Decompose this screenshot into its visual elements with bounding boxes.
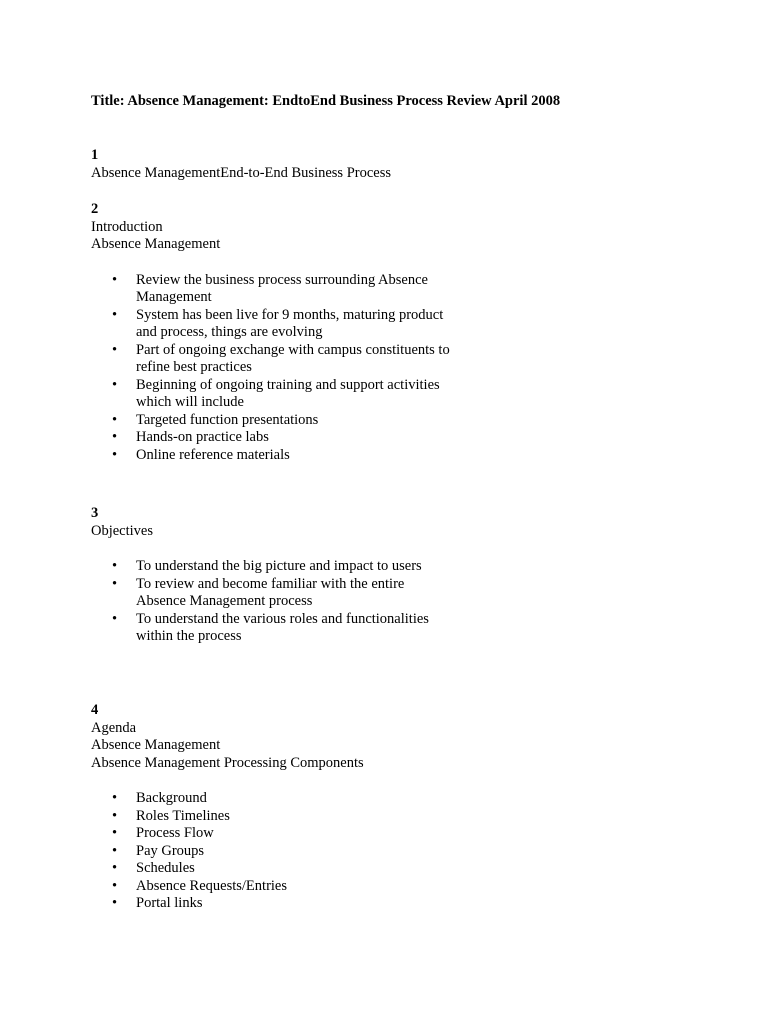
bullet-icon: • xyxy=(112,790,118,806)
bullet-icon: • xyxy=(112,807,118,824)
section-heading: Introduction xyxy=(91,218,163,235)
section-1 xyxy=(91,147,691,182)
bullet-icon: • xyxy=(112,842,118,859)
list-item: • Process Flow xyxy=(112,825,214,841)
list-item: • Roles Timelines xyxy=(112,807,230,824)
bullet-icon: • xyxy=(112,429,118,445)
list-item: • To review and become familiar with the entire Absence Management process xyxy=(112,575,405,609)
section-number: 3 xyxy=(91,505,99,521)
bullet-icon: • xyxy=(112,860,118,876)
list-item: • Beginning of ongoing training and support activities which will include xyxy=(112,376,440,410)
section-subheading: Absence Management xyxy=(91,236,221,252)
bullet-icon: • xyxy=(112,341,118,358)
list-item: • Targeted function presentations xyxy=(112,411,319,428)
bullet-icon: • xyxy=(112,825,118,841)
bullet-icon: • xyxy=(112,575,118,592)
list-item: • Review the business process surrounding Absence Management xyxy=(112,271,428,305)
section-subheading: Absence Management xyxy=(91,737,221,753)
section-number: 1 xyxy=(91,147,99,163)
bullet-list xyxy=(91,558,691,646)
list-item: • Background xyxy=(112,790,207,806)
list-item: • Online reference materials xyxy=(112,446,290,463)
section-heading: Objectives xyxy=(91,522,154,539)
bullet-icon: • xyxy=(112,411,118,428)
bullet-icon: • xyxy=(112,895,118,911)
section-3 xyxy=(91,505,691,646)
bullet-list xyxy=(91,790,691,913)
section-heading: Agenda xyxy=(91,719,137,736)
list-item: • Part of ongoing exchange with campus constituents to refine best practices xyxy=(112,341,450,375)
list-item: • Schedules xyxy=(112,860,195,876)
bullet-icon: • xyxy=(112,446,118,463)
list-item: • Portal links xyxy=(112,895,203,911)
bullet-icon: • xyxy=(112,306,118,323)
bullet-icon: • xyxy=(112,558,118,574)
section-number: 2 xyxy=(91,201,99,217)
list-item: • Pay Groups xyxy=(112,842,205,859)
document-title: Title: Absence Management: EndtoEnd Business Process Review April 2008 xyxy=(91,93,561,109)
list-item: • System has been live for 9 months, maturing product and process, things are evolving xyxy=(112,306,444,340)
list-item: • To understand the various roles and functionalities within the process xyxy=(112,610,429,644)
section-line: Absence ManagementEnd-to-End Business Process xyxy=(91,164,392,181)
list-item: • To understand the big picture and impact to users xyxy=(112,558,422,574)
bullet-icon: • xyxy=(112,877,118,894)
list-item: • Hands-on practice labs xyxy=(112,429,269,445)
section-4 xyxy=(91,702,691,913)
bullet-icon: • xyxy=(112,271,118,288)
bullet-icon: • xyxy=(112,610,118,627)
section-number: 4 xyxy=(91,702,99,718)
bullet-icon: • xyxy=(112,376,118,393)
bullet-list xyxy=(91,272,691,465)
section-subheading: Absence Management Processing Components xyxy=(91,754,364,771)
section-2 xyxy=(91,201,691,464)
list-item: • Absence Requests/Entries xyxy=(112,877,288,894)
